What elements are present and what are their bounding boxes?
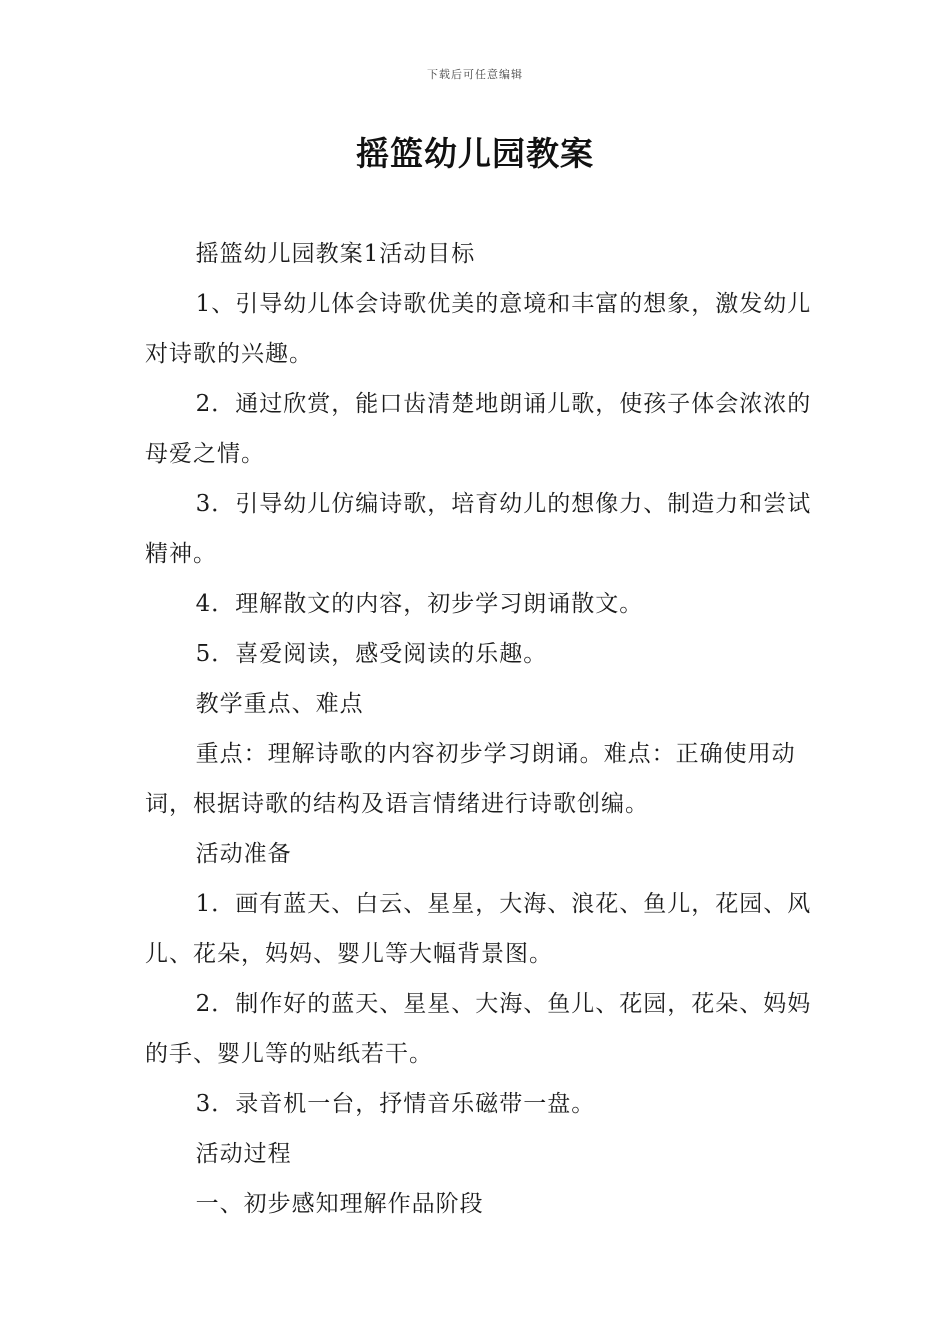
- paragraph: 1、引导幼儿体会诗歌优美的意境和丰富的想象，激发幼儿对诗歌的兴趣。: [145, 291, 812, 367]
- paragraph: 3．引导幼儿仿编诗歌，培育幼儿的想像力、制造力和尝试精神。: [145, 491, 812, 567]
- document-body: [145, 229, 815, 1229]
- paragraph: 教学重点、难点: [195, 691, 364, 717]
- paragraph: 4．理解散文的内容，初步学习朗诵散文。: [195, 591, 644, 617]
- paragraph: 2．通过欣赏，能口齿清楚地朗诵儿歌，使孩子体会浓浓的母爱之情。: [145, 391, 812, 467]
- document-title: 摇篮幼儿园教案: [356, 134, 594, 173]
- paragraph: 一、初步感知理解作品阶段: [195, 1191, 484, 1217]
- paragraph: 活动准备: [195, 841, 292, 867]
- header-note: 下载后可任意编辑: [427, 68, 523, 81]
- paragraph: 5．喜爱阅读，感受阅读的乐趣。: [195, 641, 548, 667]
- paragraph: 摇篮幼儿园教案1活动目标: [195, 241, 476, 267]
- paragraph: 3．录音机一台，抒情音乐磁带一盘。: [195, 1091, 596, 1117]
- paragraph: 活动过程: [195, 1141, 292, 1167]
- paragraph: 1．画有蓝天、白云、星星，大海、浪花、鱼儿，花园、风儿、花朵，妈妈、婴儿等大幅背景图。: [145, 891, 812, 967]
- paragraph: 重点：理解诗歌的内容初步学习朗诵。难点：正确使用动词，根据诗歌的结构及语言情绪进行诗歌创编。: [145, 741, 796, 817]
- paragraph: 2．制作好的蓝天、星星、大海、鱼儿、花园，花朵、妈妈的手、婴儿等的贴纸若干。: [145, 991, 812, 1067]
